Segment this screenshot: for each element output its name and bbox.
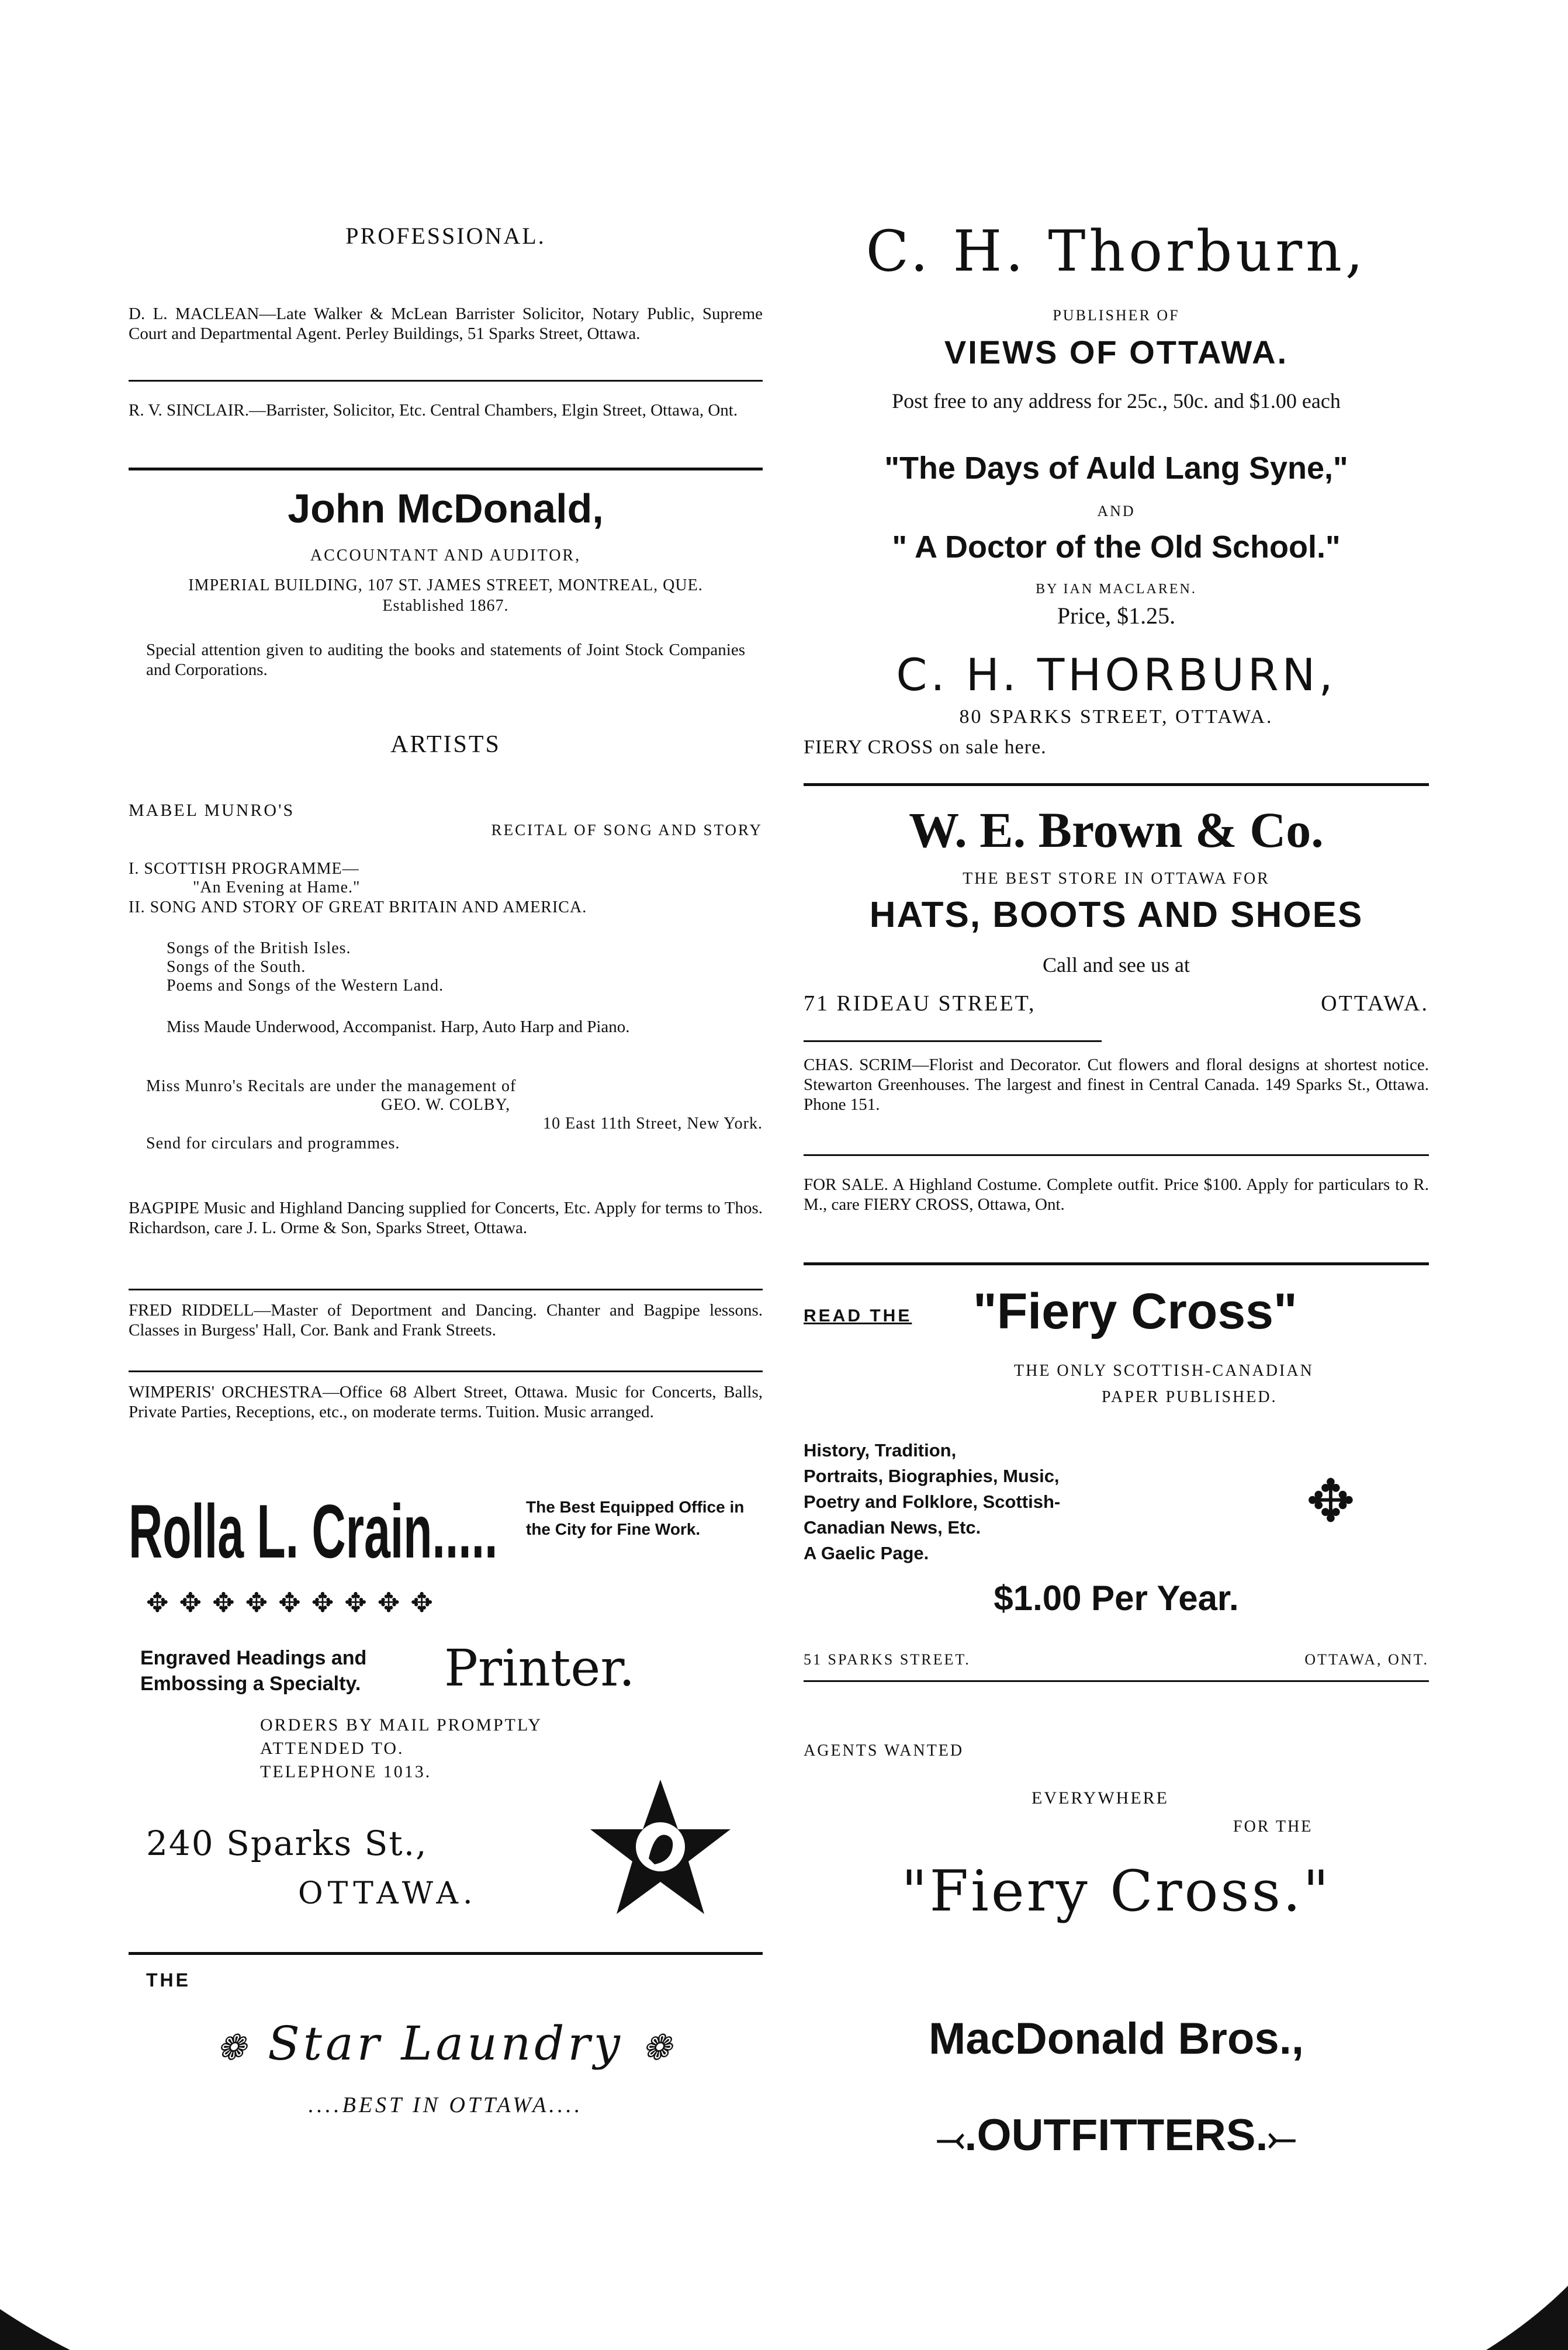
crain-orders-1: ORDERS BY MAIL PROMPTLY — [260, 1715, 542, 1735]
macdonald-name: MacDonald Bros., — [929, 2014, 1304, 2064]
manager-address: 10 East 11th Street, New York. — [543, 1115, 763, 1133]
fiery-city: OTTAWA, ONT. — [1304, 1651, 1429, 1668]
brown-goods: HATS, BOOTS AND SHOES — [869, 895, 1363, 935]
page-corner-shadow — [0, 2309, 70, 2350]
laundry-tagline: ....BEST IN OTTAWA.... — [308, 2093, 583, 2117]
sinclair-text: R. V. SINCLAIR.—Barrister, Solicitor, Etc. Central Chambers, Elgin Street, Ottawa, Ont. — [129, 401, 738, 420]
brown-city: OTTAWA. — [1321, 991, 1429, 1016]
divider — [804, 1040, 1102, 1042]
crain-office: The Best Equipped Office in the City for Fine Work. — [526, 1498, 745, 1538]
crain-address-1: 240 Sparks St., — [146, 1823, 428, 1863]
page-corner-shadow — [1486, 2286, 1568, 2350]
fiery-read-the: READ THE — [804, 1306, 912, 1325]
sinclair-card — [129, 400, 763, 420]
macdonald-outfitters — [804, 2110, 1429, 2161]
laundry-name-text: Star Laundry — [268, 2016, 624, 2071]
circulars: Send for circulars and programmes. — [146, 1134, 400, 1152]
riddell-card: FRED RIDDELL—Master of Deportment and Dancing. Chanter and Bagpipe lessons. Classes in Burgess' Hall, Cor. Bank and Frank Streets. — [129, 1301, 763, 1340]
thorburn-name: C. H. Thorburn, — [866, 219, 1367, 284]
crain-orders-2: ATTENDED TO. — [260, 1739, 404, 1758]
management: Miss Munro's Recitals are under the management of — [146, 1077, 517, 1095]
swash-left-icon: ⤙ — [936, 2119, 965, 2158]
laundry-ornament-icon: ❁ — [642, 2027, 675, 2068]
crain-trademark-logo — [584, 1777, 736, 1929]
thorburn-price: Price, $1.25. — [1057, 603, 1176, 629]
mcdonald-address: IMPERIAL BUILDING, 107 ST. JAMES STREET, MONTREAL, QUE. — [188, 576, 703, 594]
maclean-text: D. L. MACLEAN—Late Walker & McLean Barrister Solicitor, Notary Public, Supreme Court and Departmental Agent. Perley Buildings, 51 Sparks Street, Ottawa. — [129, 304, 763, 343]
swash-right-icon: ⤚ — [1268, 2119, 1296, 2158]
songs-2: Songs of the South. — [167, 958, 306, 976]
crain-telephone: TELEPHONE 1013. — [260, 1762, 432, 1781]
fiery-street: 51 SPARKS STREET. — [804, 1651, 971, 1668]
manager-name: GEO. W. COLBY, — [380, 1096, 511, 1114]
fiery-list-item: Portraits, Biographies, Music, — [804, 1466, 1060, 1486]
fiery-list-item: History, Tradition, — [804, 1440, 957, 1460]
mcdonald-title: ACCOUNTANT AND AUDITOR, — [310, 546, 581, 565]
divider — [129, 468, 763, 470]
mcdonald-name: John McDonald, — [288, 486, 604, 531]
mcdonald-note: Special attention given to auditing the books and statements of Joint Stock Companies and Corporations. — [146, 641, 745, 679]
crain-name: Rolla L. Crain..... — [129, 1489, 498, 1574]
macdonald-outfitters-text: .OUTFITTERS. — [964, 2110, 1268, 2160]
professional-heading: PROFESSIONAL. — [345, 223, 546, 249]
fiery-price: $1.00 Per Year. — [994, 1579, 1239, 1618]
fiery-only-1: THE ONLY SCOTTISH-CANADIAN — [1014, 1362, 1314, 1380]
bagpipe-card: BAGPIPE Music and Highland Dancing supplied for Concerts, Etc. Apply for terms to Thos. Richardson, care J. L. Orme & Son, Sparks Street, Ottawa. — [129, 1199, 763, 1237]
agents-title: "Fiery Cross." — [901, 1858, 1331, 1924]
maclean-card — [129, 304, 763, 344]
thorburn-name-caps: C. H. THORBURN, — [896, 649, 1337, 701]
crain-address-2: OTTAWA. — [298, 1876, 477, 1911]
divider — [129, 380, 763, 382]
divider — [804, 1262, 1429, 1265]
thorburn-publisher: PUBLISHER OF — [1053, 307, 1180, 324]
thorburn-and: AND — [1097, 503, 1136, 520]
thorburn-post: Post free to any address for 25c., 50c. and $1.00 each — [892, 389, 1341, 413]
programme-2: II. SONG AND STORY OF GREAT BRITAIN AND AMERICA. — [129, 898, 587, 916]
laundry-ornament-icon: ❁ — [216, 2027, 250, 2068]
scrim-card: CHAS. SCRIM—Florist and Decorator. Cut flowers and floral designs at shortest notice. Stewarton Greenhouses. The largest and finest in Central Canada. 149 Sparks St., Ottawa. Phone 151. — [804, 1055, 1429, 1114]
brown-name: W. E. Brown & Co. — [909, 802, 1324, 858]
thorburn-address: 80 SPARKS STREET, OTTAWA. — [959, 706, 1273, 728]
thorburn-views: VIEWS OF OTTAWA. — [944, 334, 1289, 371]
songs-3: Poems and Songs of the Western Land. — [167, 977, 444, 995]
divider — [129, 1370, 763, 1372]
wimperis-card: WIMPERIS' ORCHESTRA—Office 68 Albert Street, Ottawa. Music for Concerts, Balls, Private Parties, Receptions, etc., on moderate terms. Tuition. Music arranged. — [129, 1383, 763, 1421]
brown-call: Call and see us at — [1043, 953, 1190, 977]
crain-flourish: ✥✥✥✥✥✥✥✥✥ — [146, 1588, 444, 1618]
crain-ad — [129, 1490, 763, 1572]
fiery-cross-header — [804, 1283, 1429, 1347]
laundry-the: THE — [146, 1970, 191, 1991]
divider — [804, 1154, 1429, 1156]
forsale-card: FOR SALE. A Highland Costume. Complete outfit. Price $100. Apply for particulars to R. M., care FIERY CROSS, Ottawa, Ont. — [804, 1175, 1429, 1214]
divider — [129, 1289, 763, 1290]
fiery-only-2: PAPER PUBLISHED. — [1102, 1388, 1278, 1406]
brown-best: THE BEST STORE IN OTTAWA FOR — [963, 870, 1270, 888]
fiery-title: "Fiery Cross" — [973, 1283, 1297, 1340]
thorburn-title-2: " A Doctor of the Old School." — [892, 529, 1341, 565]
fiery-list-item: Canadian News, Etc. — [804, 1517, 981, 1538]
programme-1b: "An Evening at Hame." — [193, 878, 361, 897]
agents-line-1: AGENTS WANTED — [804, 1742, 964, 1760]
agents-line-3: FOR THE — [1233, 1818, 1313, 1836]
fiery-list-item: A Gaelic Page. — [804, 1543, 929, 1563]
ornament-icon: ✥ — [1306, 1469, 1355, 1534]
divider — [129, 1952, 763, 1955]
divider — [804, 1680, 1429, 1682]
agents-line-2: EVERYWHERE — [1032, 1788, 1169, 1808]
accompanist: Miss Maude Underwood, Accompanist. Harp, Auto Harp and Piano. — [167, 1017, 630, 1036]
thorburn-fiery: FIERY CROSS on sale here. — [804, 736, 1047, 758]
laundry-name — [129, 2016, 763, 2071]
crain-engraved: Engraved Headings and Embossing a Specialty. — [140, 1647, 367, 1695]
thorburn-title-1: "The Days of Auld Lang Syne," — [884, 451, 1348, 486]
munro-sub: RECITAL OF SONG AND STORY — [491, 821, 763, 839]
fiery-list-item: Poetry and Folklore, Scottish- — [804, 1491, 1061, 1512]
divider — [804, 783, 1429, 786]
songs-1: Songs of the British Isles. — [167, 939, 351, 957]
thorburn-author: BY IAN MACLAREN. — [1036, 582, 1197, 597]
mcdonald-established: Established 1867. — [382, 597, 509, 615]
programme-1: I. SCOTTISH PROGRAMME— — [129, 860, 359, 878]
artists-heading: ARTISTS — [390, 731, 501, 758]
munro-title: MABEL MUNRO'S — [129, 801, 295, 820]
brown-address: 71 RIDEAU STREET, — [804, 991, 1036, 1016]
crain-printer: Printer. — [444, 1639, 635, 1698]
